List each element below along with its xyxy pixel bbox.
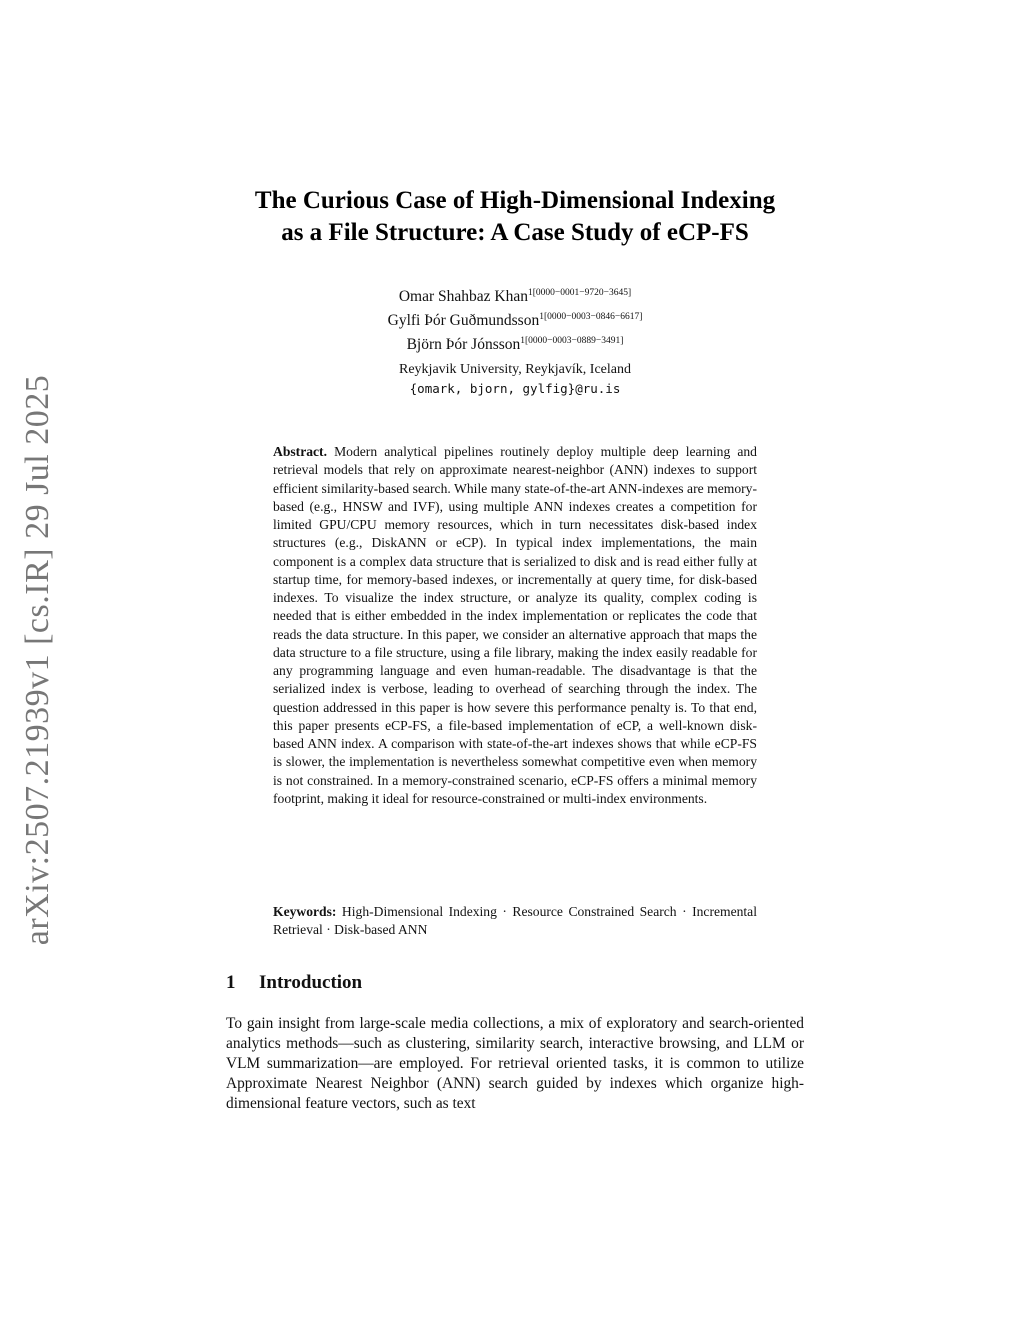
section-number: 1 bbox=[226, 972, 236, 993]
keywords-label: Keywords: bbox=[273, 904, 337, 919]
author-1 bbox=[200, 283, 830, 307]
author-name: Björn Þór Jónsson bbox=[406, 336, 521, 353]
abstract-label: Abstract. bbox=[273, 444, 327, 459]
abstract-text: Modern analytical pipelines routinely deploy multiple deep learning and retrieval models that rely on approximate nearest-neighbor (ANN) indexes to support efficient similarity-based search. While many state-of-the-art ANN-indexes are memory-based (e.g., HNSW and IVF), using multiple ANN indexes creates a competition for limited GPU/CPU memory resources, which in turn necessitates disk-based index structures (e.g., DiskANN or eCP). In typical index implementations, the main component is a complex data structure that is serialized to disk and is read either fully at startup time, for memory-based indexes, or incrementally at query time, for disk-based indexes. To visualize the index structure, or analyze its quality, complex coding is needed that is either embedded in the index implementation or replicates the code that reads the data structure. In this paper, we consider an alternative approach that maps the data structure to a file structure, using a file library, making the index easily readable for any programming language and even human-readable. The disadvantage is that the serialized index is verbose, leading to overhead of searching through the index. The question addressed in this paper is how severe this performance penalty is. To that end, this paper presents eCP-FS, a file-based implementation of eCP, a well-known disk-based ANN index. A comparison with state-of-the-art indexes shows that while eCP-FS is slower, the implementation is nevertheless somewhat competitive even when memory is not constrained. In a memory-constrained scenario, eCP-FS offers a minimal memory footprint, making it ideal for resource-constrained or multi-index environments. bbox=[273, 444, 757, 806]
author-name: Gylfi Þór Guðmundsson bbox=[387, 312, 540, 329]
arxiv-identifier-text: arXiv:2507.21939v1 [cs.IR] 29 Jul 2025 bbox=[19, 374, 56, 946]
abstract bbox=[273, 443, 757, 808]
introduction-paragraph: To gain insight from large-scale media collections, a mix of exploratory and search-oriented analytics methods—such as clustering, similarity search, interactive browsing, and LLM or VLM summarization—are employed. For retrieval oriented tasks, it is common to utilize Approximate Nearest Neighbor (ANN) search guided by indexes which organize high-dimensional feature vectors, such as text bbox=[226, 1015, 804, 1112]
title-line-1: The Curious Case of High-Dimensional Indexing bbox=[254, 187, 776, 214]
author-list bbox=[200, 283, 830, 355]
author-emails: {omark, bjorn, gylfig}@ru.is bbox=[409, 381, 621, 396]
affiliation: Reykjavik University, Reykjavík, Iceland bbox=[399, 362, 631, 377]
paper-title bbox=[200, 185, 830, 249]
section-title: Introduction bbox=[259, 972, 363, 993]
section-heading bbox=[226, 972, 362, 994]
keywords-text: High-Dimensional Indexing · Resource Constrained Search · Incremental Retrieval · Disk-based ANN bbox=[273, 904, 757, 938]
keywords bbox=[273, 903, 757, 940]
arxiv-identifier-stamp bbox=[8, 374, 68, 946]
author-3 bbox=[200, 331, 830, 355]
author-name: Omar Shahbaz Khan bbox=[398, 288, 528, 305]
affiliation-block bbox=[200, 360, 830, 398]
author-orcid: 1[0000−0001−9720−3645] bbox=[527, 288, 632, 298]
author-orcid: 1[0000−0003−0846−6617] bbox=[539, 312, 643, 322]
author-orcid: 1[0000−0003−0889−3491] bbox=[520, 336, 624, 346]
title-line-2: as a File Structure: A Case Study of eCP-FS bbox=[281, 219, 749, 246]
author-2 bbox=[200, 307, 830, 331]
